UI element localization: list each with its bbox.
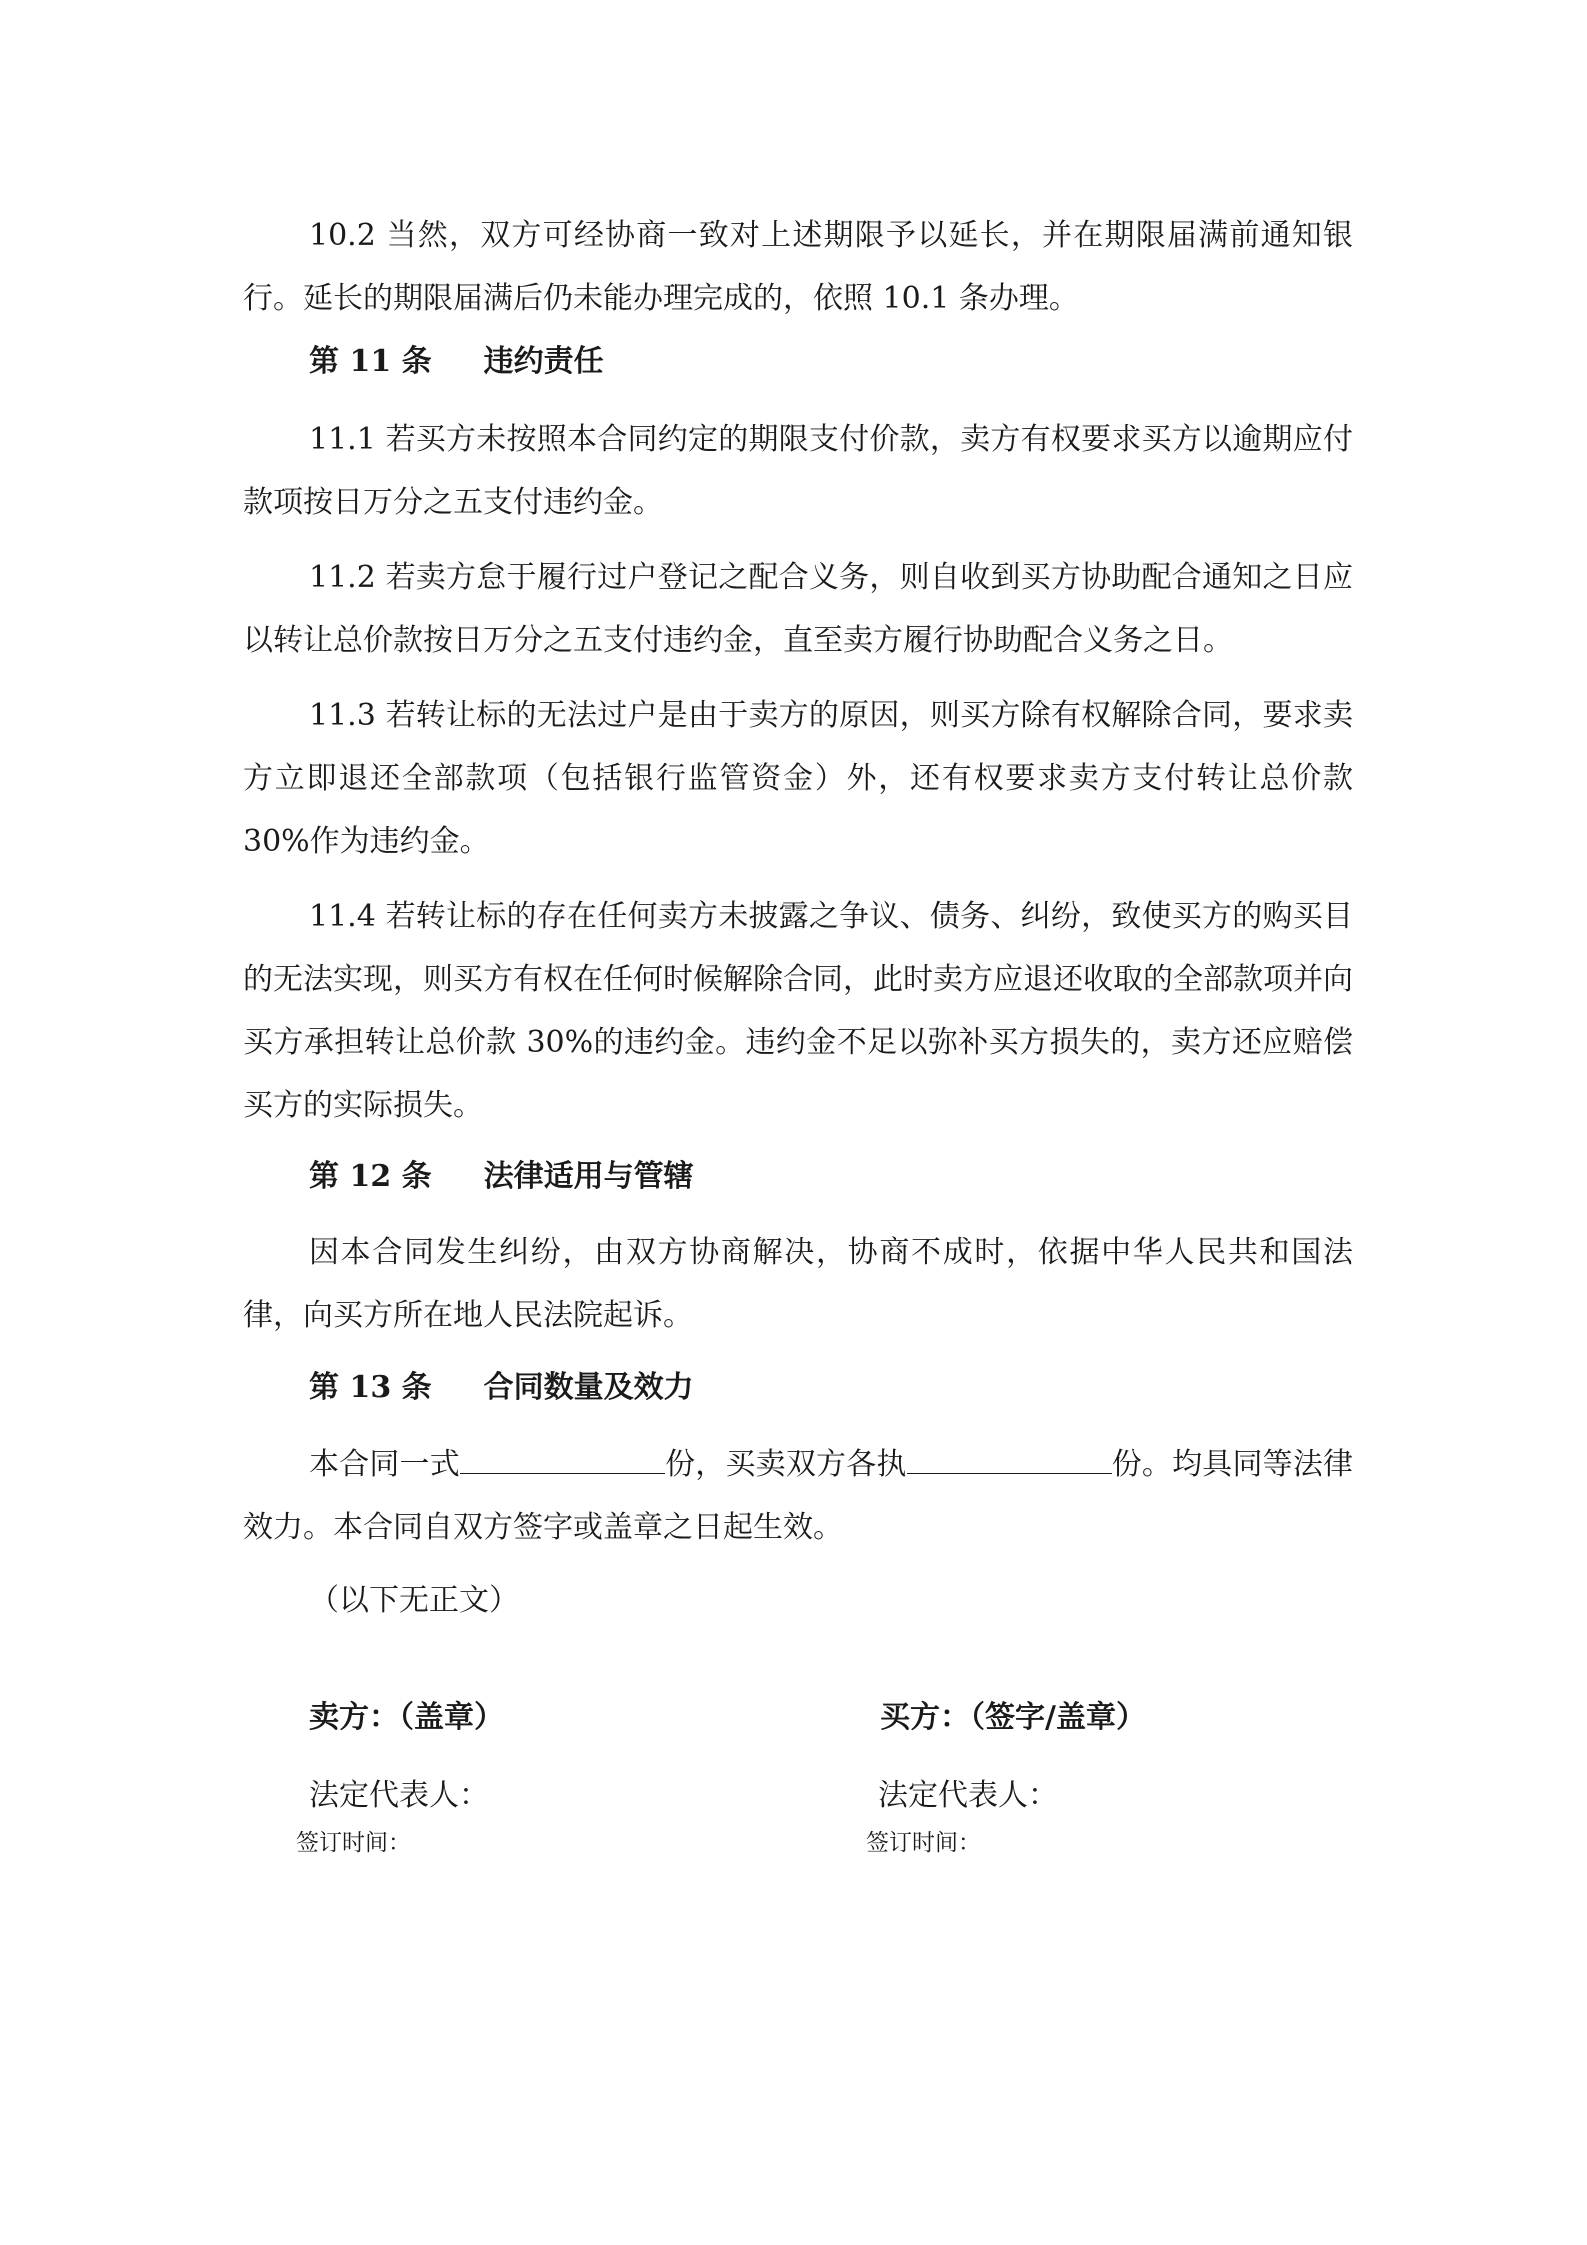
article-13-number: 第 13 条 xyxy=(309,1370,432,1405)
buyer-date-label: 签订时间： xyxy=(866,1830,981,1856)
copies-total-blank xyxy=(460,1443,665,1474)
article-13-heading xyxy=(309,1368,694,1408)
end-of-text-note: （以下无正文） xyxy=(309,1583,519,1618)
article-11-title: 违约责任 xyxy=(483,344,604,379)
clause-13-part2: 份，买卖双方各执 xyxy=(664,1447,907,1482)
seller-date-label: 签订时间： xyxy=(296,1830,411,1856)
buyer-rep-label: 法定代表人： xyxy=(878,1778,1058,1813)
clause-13 xyxy=(243,1433,1353,1559)
article-12-heading xyxy=(309,1157,694,1197)
clause-11-1: 11.1 若买方未按照本合同约定的期限支付价款，卖方有权要求买方以逾期应付款项按日万分之五支付违约金。 xyxy=(243,422,1353,520)
article-11-heading xyxy=(309,342,604,382)
clause-10-2: 10.2 当然，双方可经协商一致对上述期限予以延长，并在期限届满前通知银行。延长的期限届满后仍未能办理完成的，依照 10.1 条办理。 xyxy=(243,218,1353,316)
clause-11-4: 11.4 若转让标的存在任何卖方未披露之争议、债务、纠纷，致使买方的购买目的无法实现，则买方有权在任何时候解除合同，此时卖方应退还收取的全部款项并向买方承担转让总价款 30%的违约金。违约金不足以弥补买方损失的，卖方还应赔偿买方的实际损失。 xyxy=(243,899,1353,1123)
article-11-number: 第 11 条 xyxy=(309,344,432,379)
seller-party-label: 卖方：（盖章） xyxy=(309,1700,504,1735)
clause-11-3: 11.3 若转让标的无法过户是由于卖方的原因，则买方除有权解除合同，要求卖方立即退还全部款项（包括银行监管资金）外，还有权要求卖方支付转让总价款 30%作为违约金。 xyxy=(243,698,1353,859)
article-13-title: 合同数量及效力 xyxy=(483,1370,694,1405)
seller-rep-label: 法定代表人： xyxy=(309,1778,489,1813)
clause-13-part3: 份。均具同等法律效力。本合同自双方签字或盖章之日起生效。 xyxy=(243,1447,1354,1545)
clause-12: 因本合同发生纠纷，由双方协商解决，协商不成时，依据中华人民共和国法律，向买方所在地人民法院起诉。 xyxy=(243,1235,1353,1333)
copies-each-blank xyxy=(907,1443,1112,1474)
article-12-number: 第 12 条 xyxy=(309,1159,432,1194)
article-12-title: 法律适用与管辖 xyxy=(483,1159,694,1194)
buyer-party-label: 买方：（签字/盖章） xyxy=(880,1700,1146,1735)
clause-13-part1: 本合同一式 xyxy=(309,1447,460,1482)
clause-11-2: 11.2 若卖方怠于履行过户登记之配合义务，则自收到买方协助配合通知之日应以转让总价款按日万分之五支付违约金，直至卖方履行协助配合义务之日。 xyxy=(243,560,1353,658)
